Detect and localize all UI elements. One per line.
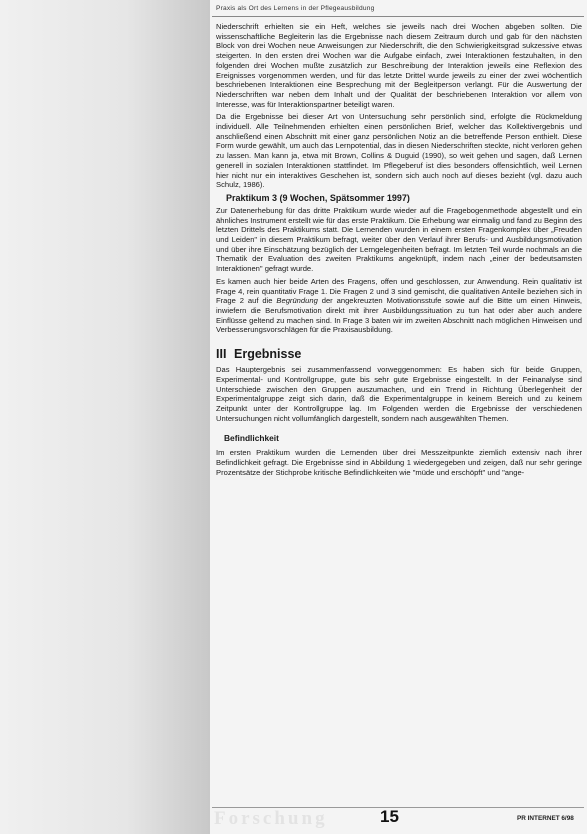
page-number: 15 xyxy=(380,807,399,826)
running-head: Praxis als Ort des Lernens in der Pflegeausbildung xyxy=(216,5,375,12)
section-title: Ergebnisse xyxy=(234,347,302,362)
text-run: der angekreuzten Motivationsstufe sowie auf die Bitte um einen Hinweis, inwiefern die Berufsmotivation direkt mit ihrer Ausbildungssituation zu tun hat oder aber auch andere Einflüsse geltend zu machen sind. In Frage 3 baten wir im zweiten Abschnitt nach möglichen Hinweisen und Verbesserungsvorschlägen für die Praxisausbildung. xyxy=(216,296,582,335)
binding-shadow xyxy=(0,0,210,834)
paragraph: Da die Ergebnisse bei dieser Art von Untersuchung sehr persönlich sind, erfolgte die Rückmeldung individuell. Alle Teilnehmenden erhielten einen persönlichen Brief, welcher das Kollektivergebnis und anschließend einen Abschnitt mit einer ganz persönlichen Notiz an die betreffende Person enthielt. Diese Form wurde gewählt, um auch das Lernpotential, das in diesen Niederschriften steckte, nicht verloren gehen zu lassen. Man kann ja, etwa mit Brown, Collins & Duguid (1990), so weit gehen und sagen, daß Lernen generell in sozialen Interaktionen stattfindet. Im Pflegeberuf ist dies besonders offensichtlich, weil Lernen hier nicht nur ein interaktives Geschehen ist, sondern sich auch noch auf dieses bezieht (vgl. dazu auch Schulz, 1986). xyxy=(216,112,582,190)
section-number: III xyxy=(216,347,227,362)
emphasis: Begründung xyxy=(276,296,318,306)
text-column xyxy=(216,22,582,480)
journal-mark: Forschung xyxy=(214,808,328,829)
text-run: Es kamen auch hier beide Arten des Fragens, offen und geschlossen, zur Anwendung. Rein qualitativ ist Frage 4, rein quantitativ Frage 1. Die Fragen 2 und 3 sind gemischt, die qualitativen Anteile beziehen sich in Frage 2 auf die xyxy=(216,276,582,306)
paragraph: Im ersten Praktikum wurden die Lernenden über drei Messzeitpunkte ziemlich extensiv nach ihrer Befindlichkeit gefragt. Die Ergebnisse sind in Abbildung 1 wiedergegeben und zeigen, daß nur sehr geringe Prozentsätze der Stichprobe kritische Befindlichkeiten wie "müde und erschöpft" und "ange- xyxy=(216,448,582,477)
issue-label: PR INTERNET 6/98 xyxy=(517,815,574,822)
header-rule xyxy=(212,16,584,17)
paragraph xyxy=(216,277,582,335)
paragraph: Das Hauptergebnis sei zusammenfassend vorweggenommen: Es haben sich für beide Gruppen, Experimental- und Kontrollgruppe, gute bis sehr gute Ergebnisse eingestellt. In der Feinanalyse sind Unterschiede zwischen den Gruppen auszumachen, und ein Trend in Richtung Überlegenheit der Experimentalgruppe zeigt sich darin, daß die Experimentalgruppe in keinem Bereich und zu keinem Zeitpunkt unter der Kontrollgruppe lag. Im Folgenden werden die Ergebnisse der verschiedenen Untersuchungen nicht vollumfänglich dargestellt, sondern nach ausgewählten Themen. xyxy=(216,365,582,423)
section-heading xyxy=(216,347,582,361)
paragraph: Zur Datenerhebung für das dritte Praktikum wurde wieder auf die Fragebogenmethode abgestellt und ein ähnliches Instrument erstellt wie für das erste Praktikum. Die Erhebung war einmalig und fand zu Beginn des letzten Drittels des Praktikums statt. Die Lernenden wurden in einem ersten Fragenkomplex über „Freuden und Leiden" in diesem Praktikum befragt, weiter über den Verlauf ihrer Berufs- und Ausbildungsmotivation und über ihre Einschätzung bezüglich der Lerngelegenheiten befragt. Im letzten Teil wurde nochmals an die Thematik der Evaluation des zweiten Praktikums angeknüpft, indem nach „einer der bedeutsamsten Interaktionen" gefragt wurde. xyxy=(216,205,582,274)
paragraph: Niederschrift erhielten sie ein Heft, welches sie jeweils nach drei Wochen abgeben sollten. Die wissenschaftliche Begleiterin las die Ergebnisse nach diesem Zeitraum durch und gab für den nächsten Block von drei Wochen neue Anweisungen zur Niederschrift, die den Schwierigkeitsgrad sukzessive etwas steigerten. In den ersten drei Wochen war die Aufgabe einfach, zwei Interaktionen festzuhalten, in den folgenden drei Wochen mußte zusätzlich zur Beschreibung der Interaktion jeweils eine Reflexion des Ereignisses vorgenommen werden, und für das letzte Drittel wurde jeweils zu einer der zwei wöchentlich beschriebenen Interaktionen eine Besprechung mit der Begleitperson verlangt. Für die Auswertung der Niederschriften war neben dem Inhalt und der Qualität der beschriebenen Interaktion vor allem von Interesse, was für Interaktionspartner beteiligt waren. xyxy=(216,22,582,109)
subheading-befindlichkeit: Befindlichkeit xyxy=(224,433,279,444)
subheading-praktikum-3: Praktikum 3 (9 Wochen, Spätsommer 1997) xyxy=(226,192,410,203)
